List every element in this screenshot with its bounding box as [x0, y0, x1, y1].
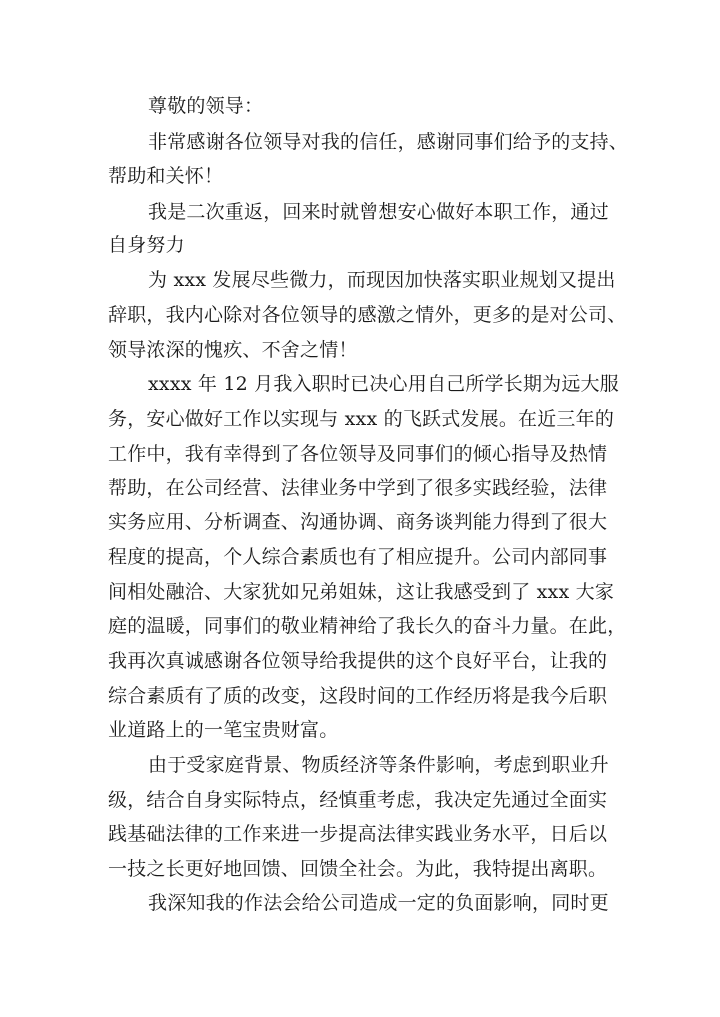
text-line: 级，结合自身实际特点，经慎重考虑，我决定先通过全面实: [108, 789, 608, 811]
text-line: 帮助，在公司经营、法律业务中学到了很多实践经验，法律: [108, 477, 608, 499]
text-line: 领导浓深的愧疚、不舍之情！: [108, 339, 358, 361]
text-line: 实务应用、分析调查、沟通协调、商务谈判能力得到了很大: [108, 511, 608, 533]
text-line: xxxx 年 12 月我入职时已决心用自己所学长期为远大服: [148, 373, 619, 395]
text-line: 一技之长更好地回馈、回馈全社会。为此，我特提出离职。: [108, 858, 608, 880]
text-line: 综合素质有了质的改变，这段时间的工作经历将是我今后职: [108, 685, 608, 707]
text-line: 我再次真诚感谢各位领导给我提供的这个良好平台，让我的: [108, 650, 608, 672]
text-line: 帮助和关怀！: [108, 165, 224, 187]
text-line: 间相处融洽、大家犹如兄弟姐妹，这让我感受到了 xxx 大家: [108, 581, 615, 603]
text-line: 非常感谢各位领导对我的信任，感谢同事们给予的支持、: [148, 131, 629, 153]
text-line: 庭的温暖，同事们的敬业精神给了我长久的奋斗力量。在此，: [108, 615, 627, 637]
text-line: 自身努力: [108, 234, 185, 256]
text-line: 辞职，我内心除对各位领导的感激之情外，更多的是对公司、: [108, 304, 627, 326]
text-line: 我深知我的作法会给公司造成一定的负面影响，同时更: [148, 892, 609, 914]
text-line: 业道路上的一笔宝贵财富。: [108, 719, 339, 741]
text-line: 践基础法律的工作来进一步提高法律实践业务水平，日后以: [108, 823, 608, 845]
text-line: 我是二次重返，回来时就曾想安心做好本职工作，通过: [148, 201, 609, 223]
text-line: 工作中，我有幸得到了各位领导及同事们的倾心指导及热情: [108, 443, 608, 465]
text-line-salutation: 尊敬的领导：: [148, 95, 264, 117]
text-line: 为 xxx 发展尽些微力，而现因加快落实职业规划又提出: [148, 269, 616, 291]
text-line: 务，安心做好工作以实现与 xxx 的飞跃式发展。在近三年的: [108, 408, 615, 430]
text-line: 程度的提高，个人综合素质也有了相应提升。公司内部同事: [108, 546, 608, 568]
text-line: 由于受家庭背景、物质经济等条件影响，考虑到职业升: [148, 754, 609, 776]
